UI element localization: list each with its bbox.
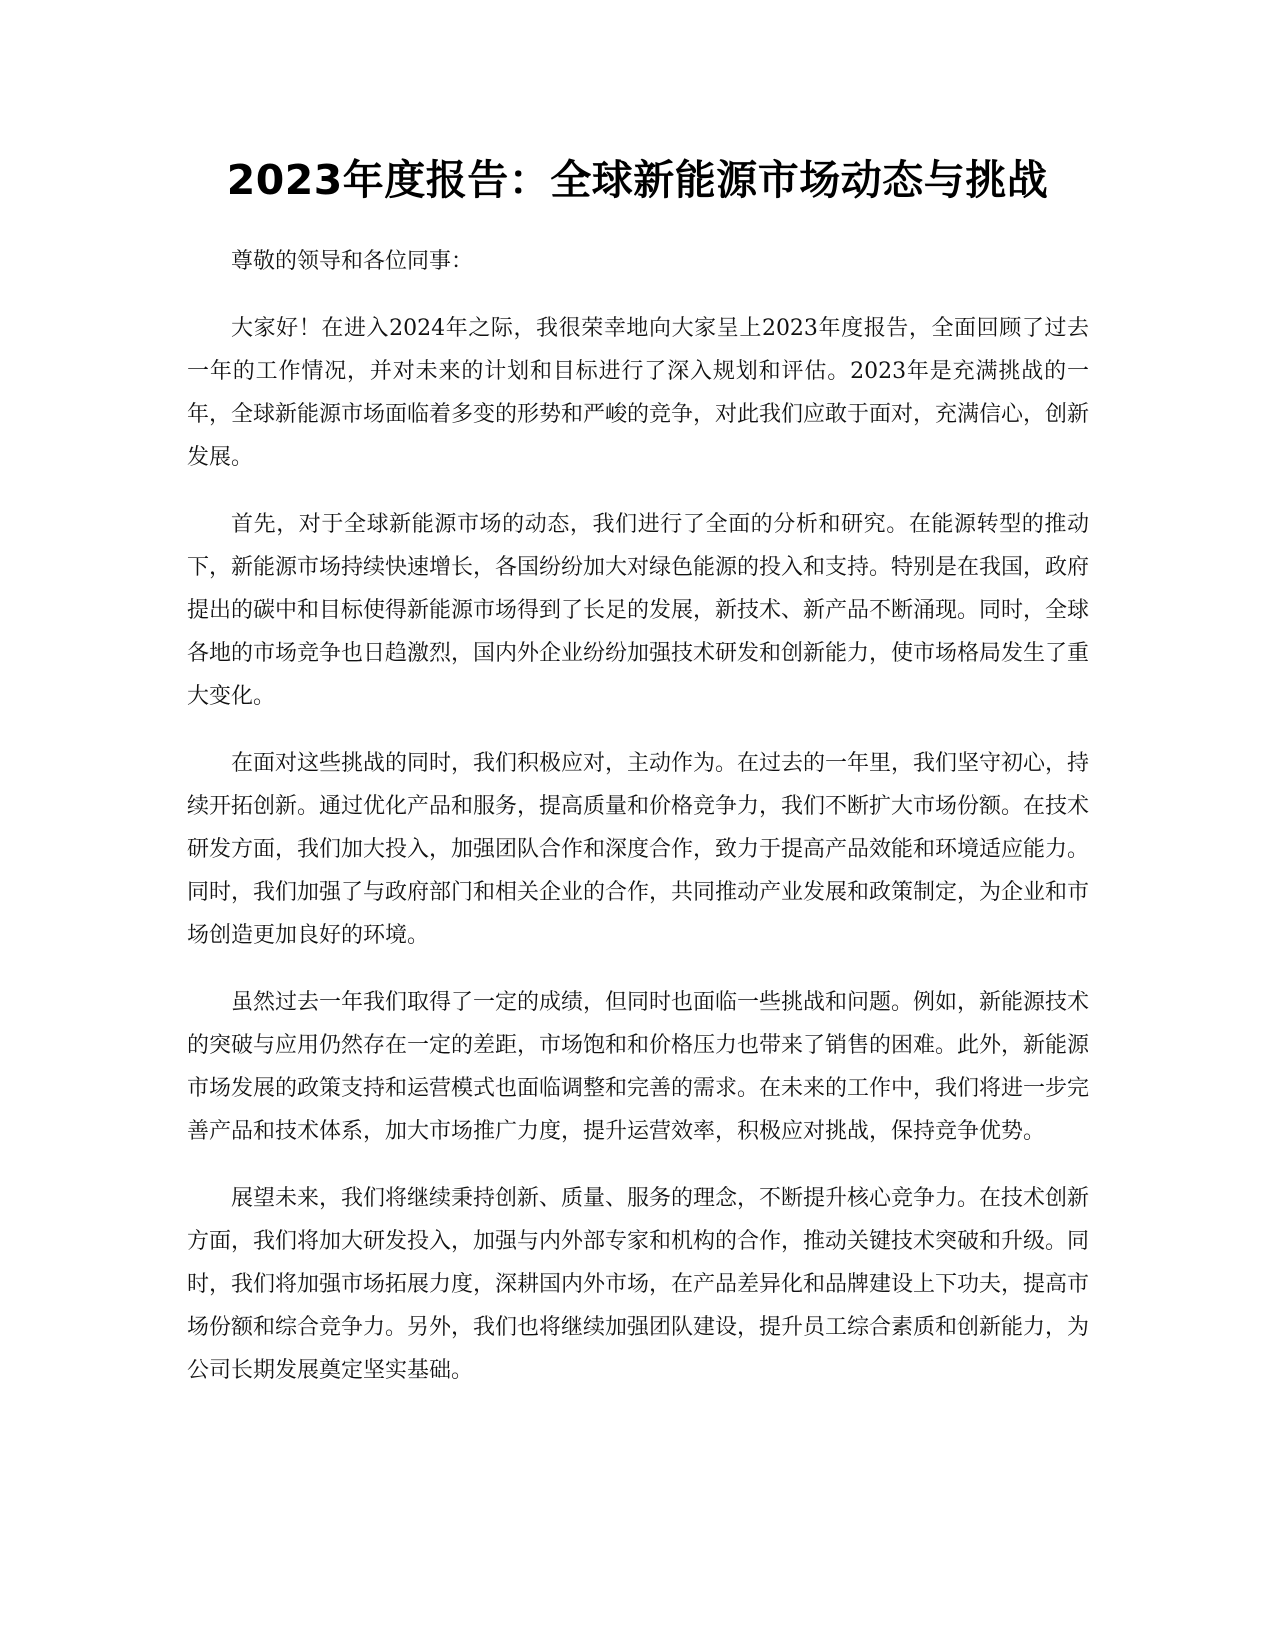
body-paragraph: 虽然过去一年我们取得了一定的成绩，但同时也面临一些挑战和问题。例如，新能源技术的突破与应用仍然存在一定的差距，市场饱和和价格压力也带来了销售的困难。此外，新能源市场发展的政策支持和运营模式也面临调整和完善的需求。在未来的工作中，我们将进一步完善产品和技术体系，加大市场推广力度，提升运营效率，积极应对挑战，保持竞争优势。 — [187, 990, 1090, 1144]
body-paragraph: 大家好！在进入2024年之际，我很荣幸地向大家呈上2023年度报告，全面回顾了过去一年的工作情况，并对未来的计划和目标进行了深入规划和评估。2023年是充满挑战的一年，全球新能源市场面临着多变的形势和严峻的竞争，对此我们应敢于面对，充满信心，创新发展。 — [187, 316, 1090, 470]
greeting-paragraph: 尊敬的领导和各位同事： — [231, 249, 474, 274]
document-title: 2023年度报告：全球新能源市场动态与挑战 — [226, 156, 1049, 204]
body-paragraph: 首先，对于全球新能源市场的动态，我们进行了全面的分析和研究。在能源转型的推动下，新能源市场持续快速增长，各国纷纷加大对绿色能源的投入和支持。特别是在我国，政府提出的碳中和目标使得新能源市场得到了长足的发展，新技术、新产品不断涌现。同时，全球各地的市场竞争也日趋激烈，国内外企业纷纷加强技术研发和创新能力，使市场格局发生了重大变化。 — [187, 512, 1090, 709]
body-paragraph: 在面对这些挑战的同时，我们积极应对，主动作为。在过去的一年里，我们坚守初心，持续开拓创新。通过优化产品和服务，提高质量和价格竞争力，我们不断扩大市场份额。在技术研发方面，我们加大投入，加强团队合作和深度合作，致力于提高产品效能和环境适应能力。同时，我们加强了与政府部门和相关企业的合作，共同推动产业发展和政策制定，为企业和市场创造更加良好的环境。 — [187, 751, 1090, 948]
document-body — [187, 240, 1089, 1416]
body-paragraph: 展望未来，我们将继续秉持创新、质量、服务的理念，不断提升核心竞争力。在技术创新方面，我们将加大研发投入，加强与内外部专家和机构的合作，推动关键技术突破和升级。同时，我们将加强市场拓展力度，深耕国内外市场，在产品差异化和品牌建设上下功夫，提高市场份额和综合竞争力。另外，我们也将继续加强团队建设，提升员工综合素质和创新能力，为公司长期发展奠定坚实基础。 — [187, 1186, 1090, 1383]
